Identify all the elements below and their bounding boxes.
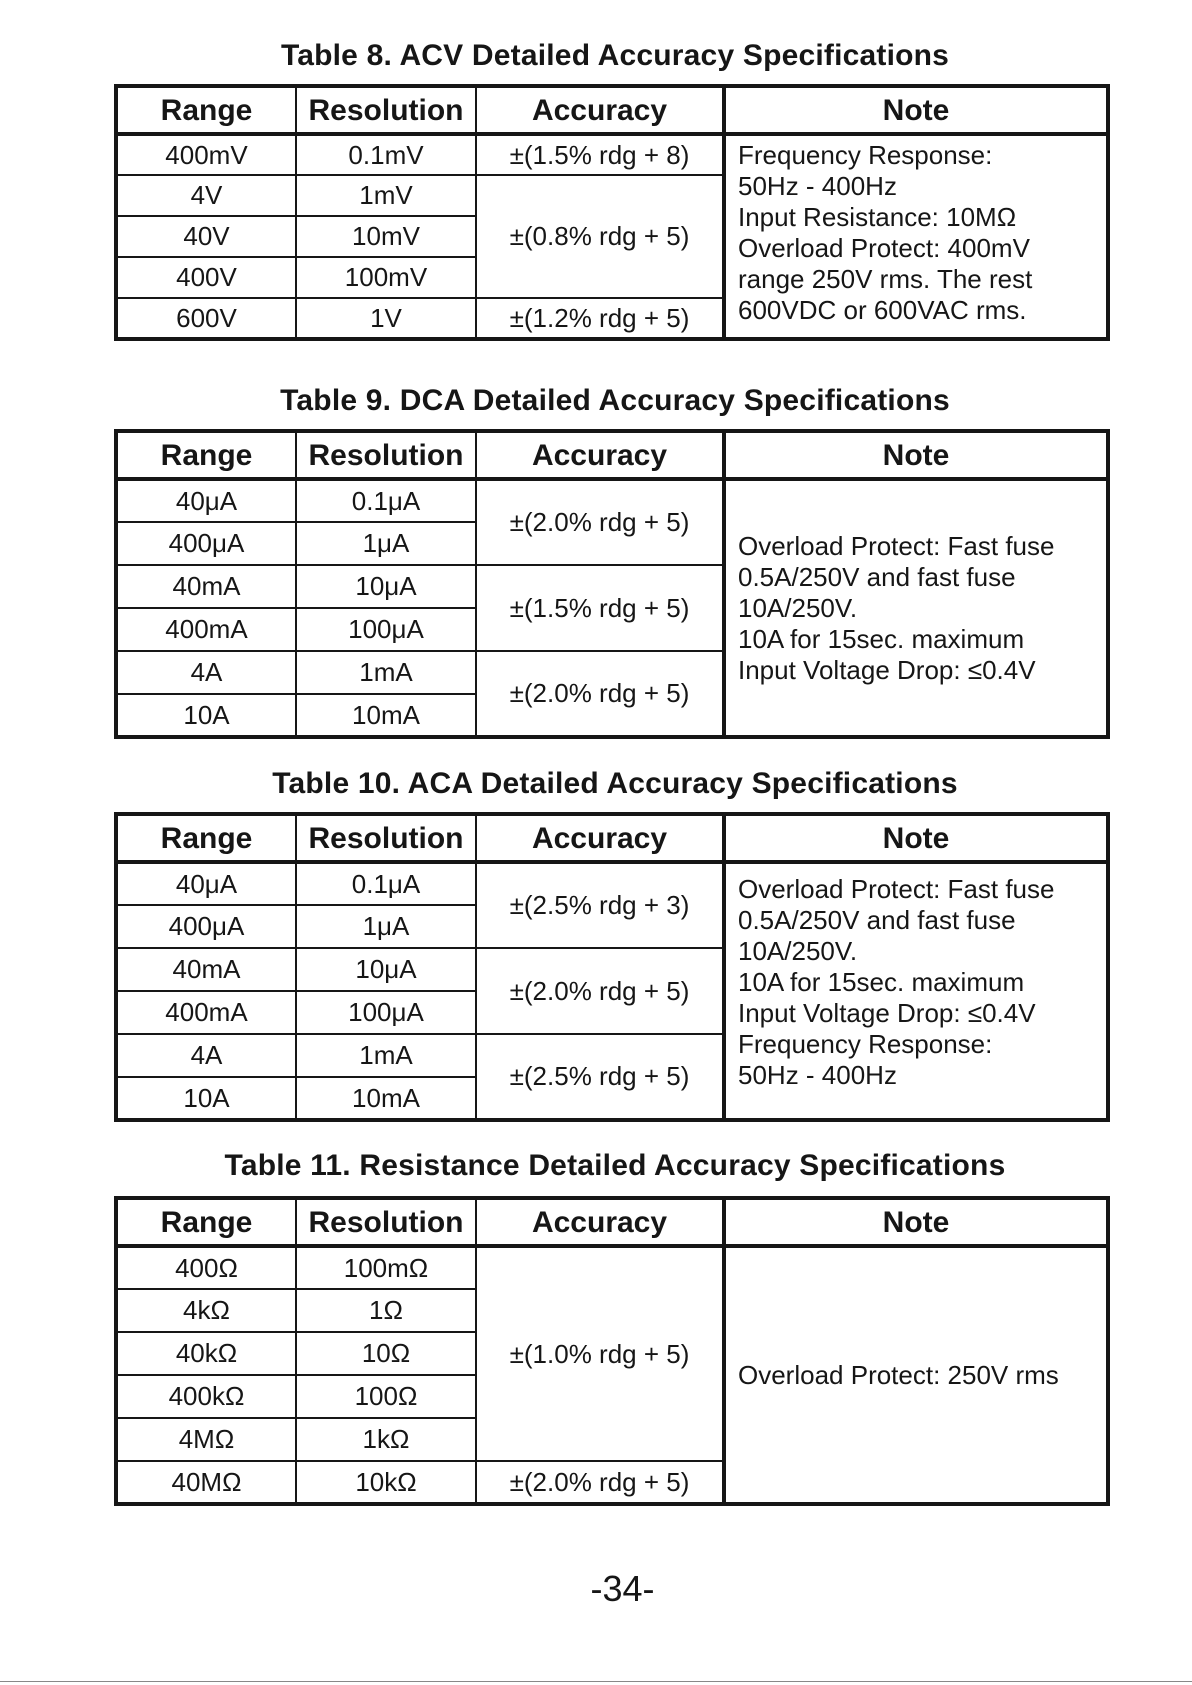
range-cell: 400μA	[116, 905, 296, 948]
resolution-cell: 1mA	[296, 651, 476, 694]
range-cell: 40MΩ	[116, 1461, 296, 1504]
page-number: -34-	[590, 1568, 655, 1609]
resolution-cell: 100mV	[296, 257, 476, 298]
note-cell	[724, 479, 1108, 737]
range-cell: 4A	[116, 1034, 296, 1077]
note-line: Overload Protect: Fast fuse	[738, 530, 1055, 561]
range-cell: 40V	[116, 216, 296, 257]
accuracy-cell: ±(2.5% rdg + 3)	[476, 862, 724, 948]
note-line: Frequency Response:	[738, 1029, 993, 1059]
header-accuracy: Accuracy	[476, 86, 724, 134]
resolution-cell: 1μA	[296, 905, 476, 948]
resolution-cell: 0.1μA	[296, 479, 476, 522]
range-cell: 10A	[116, 694, 296, 737]
header-range: Range	[116, 86, 296, 134]
note-line: 600VDC or 600VAC rms.	[738, 295, 1027, 325]
range-cell: 400μA	[116, 522, 296, 565]
header-note: Note	[724, 86, 1108, 134]
table-9-title: Table 9. DCA Detailed Accuracy Specifications	[280, 384, 950, 417]
header-accuracy: Accuracy	[476, 431, 724, 479]
accuracy-cell: ±(2.0% rdg + 5)	[476, 479, 724, 565]
accuracy-cell: ±(1.5% rdg + 8)	[476, 134, 724, 175]
range-cell: 4kΩ	[116, 1289, 296, 1332]
note-line: 10A for 15sec. maximum	[738, 967, 1025, 997]
range-cell: 600V	[116, 298, 296, 339]
resolution-cell: 0.1mV	[296, 134, 476, 175]
accuracy-cell: ±(2.0% rdg + 5)	[476, 948, 724, 1034]
accuracy-cell: ±(2.0% rdg + 5)	[476, 651, 724, 737]
note-line: 50Hz - 400Hz	[738, 1060, 897, 1090]
range-cell: 400kΩ	[116, 1375, 296, 1418]
header-resolution: Resolution	[296, 1198, 476, 1246]
accuracy-cell: ±(0.8% rdg + 5)	[476, 175, 724, 298]
resolution-cell: 1V	[296, 298, 476, 339]
resolution-cell: 0.1μA	[296, 862, 476, 905]
resolution-cell: 100Ω	[296, 1375, 476, 1418]
note-cell	[724, 134, 1108, 339]
range-cell: 400mA	[116, 991, 296, 1034]
range-cell: 4MΩ	[116, 1418, 296, 1461]
resolution-cell: 1kΩ	[296, 1418, 476, 1461]
header-range: Range	[116, 431, 296, 479]
accuracy-cell: ±(2.0% rdg + 5)	[476, 1461, 724, 1504]
note-line: Input Resistance: 10MΩ	[738, 202, 1017, 232]
resolution-cell: 10mV	[296, 216, 476, 257]
resolution-cell: 1mA	[296, 1034, 476, 1077]
accuracy-cell: ±(1.0% rdg + 5)	[476, 1246, 724, 1461]
range-cell: 4V	[116, 175, 296, 216]
header-resolution: Resolution	[296, 814, 476, 862]
note-line: 10A/250V.	[738, 936, 858, 966]
resolution-cell: 10Ω	[296, 1332, 476, 1375]
note-line: Input Voltage Drop: ≤0.4V	[738, 998, 1036, 1028]
note-line: range 250V rms. The rest	[738, 264, 1033, 294]
note-line: 10A for 15sec. maximum	[738, 623, 1025, 654]
note-line: 10A/250V.	[738, 592, 858, 623]
table-8-acv	[114, 84, 1110, 341]
range-cell: 40mA	[116, 948, 296, 991]
resolution-cell: 1μA	[296, 522, 476, 565]
range-cell: 10A	[116, 1077, 296, 1120]
header-note: Note	[724, 1198, 1108, 1246]
accuracy-cell: ±(2.5% rdg + 5)	[476, 1034, 724, 1120]
range-cell: 400mV	[116, 134, 296, 175]
note-line: Overload Protect: Fast fuse	[738, 874, 1055, 904]
table-8-title: Table 8. ACV Detailed Accuracy Specifications	[280, 39, 950, 72]
resolution-cell: 10μA	[296, 948, 476, 991]
header-resolution: Resolution	[296, 431, 476, 479]
accuracy-cell: ±(1.2% rdg + 5)	[476, 298, 724, 339]
accuracy-cell: ±(1.5% rdg + 5)	[476, 565, 724, 651]
range-cell: 40kΩ	[116, 1332, 296, 1375]
note-line: Input Voltage Drop: ≤0.4V	[738, 654, 1036, 685]
table-10-aca	[114, 812, 1110, 1122]
resolution-cell: 100mΩ	[296, 1246, 476, 1289]
table-11-title: Table 11. Resistance Detailed Accuracy Specifications	[224, 1149, 1006, 1182]
resolution-cell: 10μA	[296, 565, 476, 608]
header-note: Note	[724, 814, 1108, 862]
header-range: Range	[116, 1198, 296, 1246]
header-accuracy: Accuracy	[476, 814, 724, 862]
note-cell	[724, 862, 1108, 1120]
note-line: 0.5A/250V and fast fuse	[738, 561, 1016, 592]
note-line: Overload Protect: 250V rms	[738, 1359, 1059, 1390]
resolution-cell: 100μA	[296, 991, 476, 1034]
resolution-cell: 100μA	[296, 608, 476, 651]
range-cell: 40mA	[116, 565, 296, 608]
resolution-cell: 1Ω	[296, 1289, 476, 1332]
header-accuracy: Accuracy	[476, 1198, 724, 1246]
table-10-title: Table 10. ACA Detailed Accuracy Specifications	[272, 767, 958, 800]
resolution-cell: 10mA	[296, 1077, 476, 1120]
note-line: 50Hz - 400Hz	[738, 171, 897, 201]
table-9-dca	[114, 429, 1110, 739]
resolution-cell: 1mV	[296, 175, 476, 216]
resolution-cell: 10mA	[296, 694, 476, 737]
range-cell: 40μA	[116, 862, 296, 905]
note-cell	[724, 1246, 1108, 1504]
resolution-cell: 10kΩ	[296, 1461, 476, 1504]
header-range: Range	[116, 814, 296, 862]
range-cell: 40μA	[116, 479, 296, 522]
table-11-resistance	[114, 1196, 1110, 1506]
range-cell: 4A	[116, 651, 296, 694]
range-cell: 400mA	[116, 608, 296, 651]
note-line: Frequency Response:	[738, 140, 993, 170]
header-note: Note	[724, 431, 1108, 479]
bottom-divider	[0, 1681, 1192, 1682]
note-line: Overload Protect: 400mV	[738, 233, 1030, 263]
note-line: 0.5A/250V and fast fuse	[738, 905, 1016, 935]
range-cell: 400Ω	[116, 1246, 296, 1289]
range-cell: 400V	[116, 257, 296, 298]
header-resolution: Resolution	[296, 86, 476, 134]
